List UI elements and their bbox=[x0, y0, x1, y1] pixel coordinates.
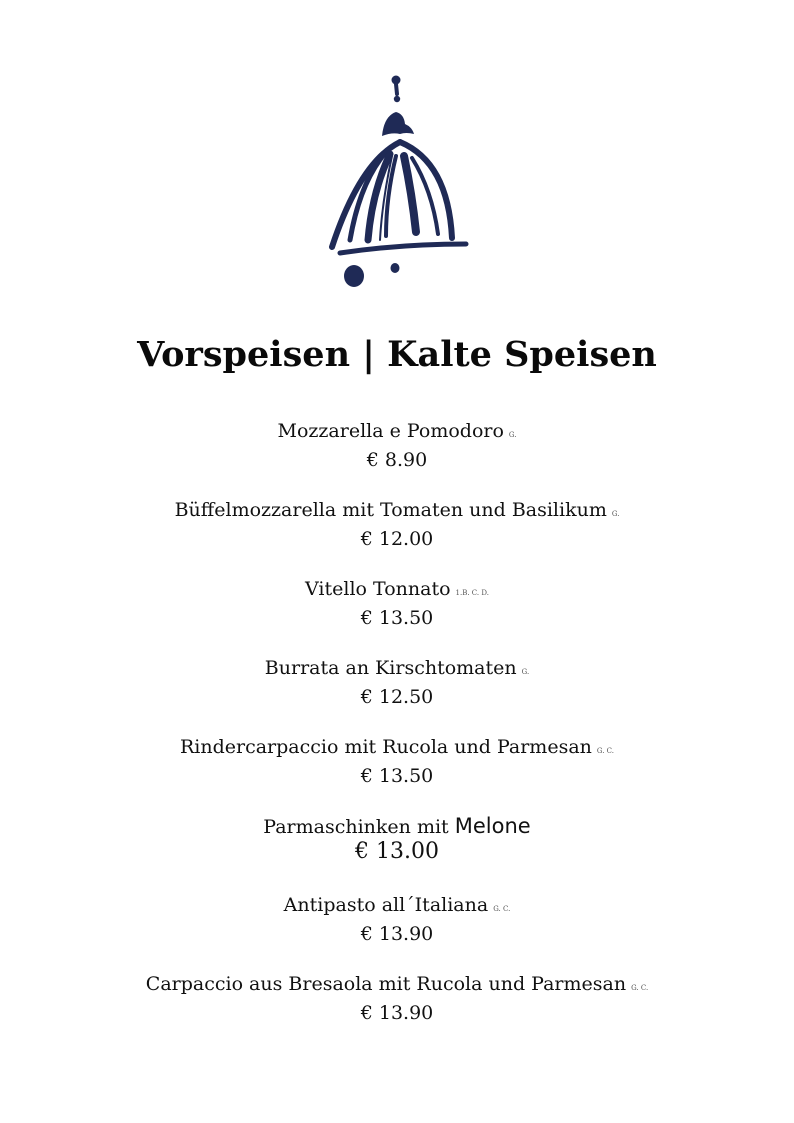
menu-item bbox=[0, 498, 794, 577]
menu-item bbox=[0, 656, 794, 735]
allergen-codes: G. bbox=[508, 431, 517, 439]
allergen-codes: 1.B. C. D. bbox=[455, 589, 489, 597]
menu-item-name-text: Rindercarpaccio mit Rucola und Parmesan bbox=[179, 736, 592, 758]
menu-item-price: € 12.50 bbox=[360, 686, 434, 708]
menu-item-price: € 13.50 bbox=[360, 765, 434, 787]
menu-item-name-text: Parmaschinken mit bbox=[263, 816, 455, 838]
menu-item-price: € 13.50 bbox=[360, 607, 434, 629]
menu-item-name bbox=[0, 498, 794, 526]
page-title: Vorspeisen | Kalte Speisen bbox=[137, 334, 657, 375]
allergen-codes: G. C. bbox=[596, 747, 615, 755]
menu-item-price: € 13.90 bbox=[360, 923, 434, 945]
menu-item-name bbox=[0, 419, 794, 447]
menu-item-price: € 8.90 bbox=[366, 449, 428, 471]
menu-item-name-text: Mozzarella e Pomodoro bbox=[277, 420, 504, 442]
menu-item-price: € 12.00 bbox=[360, 528, 434, 550]
menu-item bbox=[0, 577, 794, 656]
menu-item-name bbox=[0, 735, 794, 763]
menu-item bbox=[0, 735, 794, 814]
menu-item bbox=[0, 419, 794, 498]
menu-item-name bbox=[0, 577, 794, 605]
menu-item-name-text: Büffelmozzarella mit Tomaten und Basilikum bbox=[174, 499, 607, 521]
menu-item-name-text-suffix: Melone bbox=[454, 814, 531, 838]
menu-item bbox=[0, 814, 794, 893]
menu-item-name-text: Carpaccio aus Bresaola mit Rucola und Parmesan bbox=[145, 973, 627, 995]
menu-item-name-text: Antipasto all´Italiana bbox=[283, 894, 489, 916]
menu-list bbox=[0, 419, 794, 1051]
allergen-codes: G. C. bbox=[493, 905, 511, 913]
menu-item-price: € 13.00 bbox=[355, 839, 439, 864]
dome-bell-icon bbox=[320, 72, 475, 294]
menu-item-name bbox=[0, 814, 794, 839]
menu-item-name bbox=[0, 893, 794, 921]
menu-item-name-text: Vitello Tonnato bbox=[305, 578, 451, 600]
menu-item-price: € 13.90 bbox=[360, 1002, 434, 1024]
allergen-codes: G. C. bbox=[631, 984, 649, 992]
menu-item-name bbox=[0, 972, 794, 1000]
menu-item-name bbox=[0, 656, 794, 684]
allergen-codes: G. bbox=[611, 510, 620, 518]
menu-item bbox=[0, 972, 794, 1051]
menu-item-name-text: Burrata an Kirschtomaten bbox=[264, 657, 517, 679]
allergen-codes: G. bbox=[521, 668, 530, 676]
menu-item bbox=[0, 893, 794, 972]
